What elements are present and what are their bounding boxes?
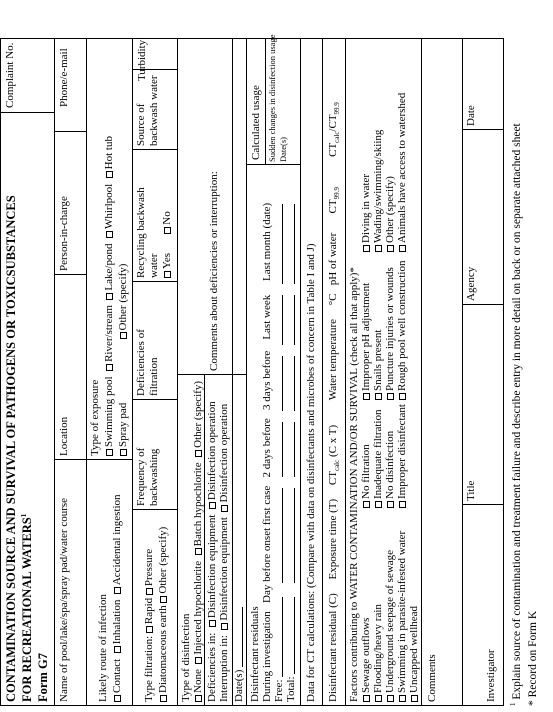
checkbox[interactable] [195, 657, 202, 664]
residual-c-label: Disinfectant residual (C) [327, 593, 339, 702]
investigator-row [463, 39, 503, 705]
total-blank[interactable] [285, 422, 295, 477]
disinfection-injected: Injected hypochlorite [192, 560, 204, 655]
factor-item: Improper disinfectant [396, 404, 408, 508]
disinfection-other: Other (specify) [192, 380, 204, 448]
footnote-1: $^1$ Explain source of contamination and treatment failure and describe entry in more detail on back or on separate attached sheet [509, 123, 523, 706]
total-blank[interactable] [285, 204, 295, 284]
checkbox[interactable] [146, 626, 153, 633]
name-row [55, 39, 87, 705]
ct-values-row [323, 39, 346, 705]
filtration-line-1 [143, 549, 156, 702]
checkbox[interactable] [114, 587, 121, 594]
filtration-line-2 [157, 527, 170, 702]
residuals-label: Disinfectant residuals [249, 606, 261, 702]
checkbox[interactable] [387, 501, 394, 508]
checkbox[interactable] [375, 695, 382, 702]
residuals-header [261, 203, 274, 702]
factor-item: Wading/swimming/skiing [372, 93, 384, 252]
factor-item: Rough pool well construction [396, 261, 408, 400]
comments-cont-cell [233, 39, 246, 375]
total-blank[interactable] [285, 295, 295, 345]
phone-cell[interactable] [55, 39, 86, 132]
phone-label: Phone/e-mail [58, 48, 70, 107]
total-line [285, 204, 298, 702]
ct-data-row [301, 39, 323, 705]
name-cell[interactable] [55, 460, 86, 705]
two-days-before: 2 days before [261, 418, 273, 478]
checkbox[interactable] [363, 501, 370, 508]
factors-col-1 [360, 531, 420, 702]
route-label: Likely route of infection [97, 594, 109, 702]
exposure-swimming-pool: Swimming pool [103, 376, 115, 447]
free-blank[interactable] [273, 422, 283, 477]
frequency-label-1: Frequency of [135, 447, 147, 506]
title-cell [1, 113, 54, 705]
person-cell[interactable] [55, 132, 86, 275]
factor-item: No filtration [360, 404, 372, 508]
total-blank[interactable] [285, 597, 295, 674]
checkbox[interactable] [164, 227, 171, 234]
last-month: Last month (date) [261, 202, 273, 282]
factor-item: Snails present [372, 261, 384, 400]
ct-values-line [327, 102, 341, 702]
deficiencies-in-label: Deficiencies in: [206, 632, 218, 702]
sudden-changes-label: Sudden changes in disinfection usage [267, 34, 277, 162]
recycling-label-1: Recycling backwash [135, 187, 147, 278]
calculated-usage-label: Calculated usage [250, 85, 262, 160]
filtration-other: Other (specify) [157, 526, 169, 594]
filtration-rapid: Rapid [143, 597, 155, 625]
recycling-options [161, 211, 174, 278]
checkbox[interactable] [375, 393, 382, 400]
checkbox[interactable] [209, 620, 216, 627]
checkbox[interactable] [363, 245, 370, 252]
investigator-cell[interactable] [463, 505, 503, 705]
free-label: Free: [273, 679, 285, 702]
factors-col-4 [360, 93, 408, 252]
exposure-options-2 [117, 264, 130, 456]
checkbox[interactable] [363, 393, 370, 400]
factor-item: No disinfection [384, 404, 396, 508]
free-blank[interactable] [273, 204, 283, 284]
factor-item: Inadequate filtration [372, 404, 384, 508]
title-line-1: CONTAMINATION SOURCE AND SURVIVAL OF PATHOGENS OR TOXICSUBSTANCES [4, 195, 18, 702]
checkbox[interactable] [221, 623, 228, 630]
location-cell[interactable] [55, 275, 86, 460]
factors-col-2 [360, 404, 408, 508]
disinfection-none: None [192, 669, 204, 693]
dates-subrow [233, 39, 247, 705]
usage-cell [247, 34, 300, 165]
recycling-no: No [161, 211, 173, 225]
checkbox[interactable] [387, 393, 394, 400]
factor-item: Underground seepage of sewage [384, 531, 396, 702]
route-cell [87, 460, 132, 705]
checkbox[interactable] [120, 449, 127, 456]
checkbox[interactable] [106, 171, 113, 178]
total-blank[interactable] [285, 488, 295, 583]
checkbox[interactable] [160, 596, 167, 603]
disinfection-type-label: Type of disinfection [180, 613, 192, 702]
during-investigation: During investigation [261, 611, 273, 702]
recycling-yes: Yes [161, 252, 173, 269]
dates-line [233, 607, 246, 702]
name-label: Name of pool/lake/spa/spray pad/water course [58, 497, 70, 702]
person-label: Person-in-charge [58, 196, 70, 271]
frequency-label-2: backwashing [148, 448, 160, 506]
source-label-2: backwash water [148, 75, 160, 146]
deficiency-filtration-cell[interactable] [133, 282, 177, 400]
filtration-label: Type filtration: [143, 635, 155, 702]
disinfection-type-options [192, 381, 205, 702]
exposure-time-label: Exposure time (T) [327, 498, 339, 580]
total-blank[interactable] [285, 356, 295, 411]
exposure-lake: Lake/pond [103, 243, 115, 291]
divider [265, 39, 266, 164]
comments-row[interactable] [422, 39, 463, 705]
route-options [111, 494, 124, 702]
turbidity-cell[interactable] [133, 39, 177, 81]
form-id: Form G7 [36, 653, 50, 702]
interruption-equipment: Disinfection equipment [218, 517, 230, 621]
exposure-options-1 [103, 136, 116, 456]
source-cell[interactable] [133, 70, 177, 150]
filtration-row [133, 39, 178, 705]
checkbox[interactable] [221, 505, 228, 512]
last-week: Last week [261, 294, 273, 340]
route-contact: Contact [111, 658, 123, 693]
location-label: Location [58, 416, 70, 456]
checkbox[interactable] [114, 646, 121, 653]
checkbox[interactable] [120, 332, 127, 339]
dates-cell[interactable] [233, 375, 246, 705]
factors-col-3 [360, 261, 408, 400]
ct-ratio-label: $CT_{calc}/CT_{99.9}$ [327, 102, 342, 157]
checkbox[interactable] [114, 695, 121, 702]
factor-item: Uncapped wellhead [408, 531, 420, 702]
deficiencies-in-line [206, 401, 219, 702]
filtration-cell [133, 510, 177, 705]
exposure-other: Other (specify) [117, 263, 129, 331]
disinfection-batch: Batch hypochlorite [192, 462, 204, 547]
checkbox[interactable] [209, 502, 216, 509]
checkbox[interactable] [411, 695, 418, 702]
frequency-cell[interactable] [133, 400, 177, 510]
checkbox[interactable] [387, 695, 394, 702]
date-label: Date [465, 105, 477, 126]
complaint-label: Complaint No. [4, 42, 16, 108]
checkbox[interactable] [195, 548, 202, 555]
checkbox[interactable] [106, 449, 113, 456]
factor-item: Swimming in parasite-infested water [396, 531, 408, 702]
title-line-2: FOR RECREATIONAL WATERS$^1$ [20, 513, 35, 702]
form-g7 [0, 34, 504, 706]
exposure-hot-tub: Hot tub [103, 136, 115, 170]
exposure-spray-pad: Spray pad [117, 402, 129, 447]
residuals-row [247, 34, 301, 705]
factor-item: Other (specify) [384, 93, 396, 252]
free-blank[interactable] [273, 295, 283, 345]
comments-label: Comments [426, 654, 438, 702]
three-days-before: 3 days before [261, 350, 273, 410]
disinfection-cell [178, 375, 232, 705]
checkbox[interactable] [195, 695, 202, 702]
comments-deficiencies-cell[interactable] [178, 39, 232, 375]
exposure-cell [87, 39, 132, 460]
total-label: Total: [285, 676, 297, 702]
free-line [273, 204, 286, 702]
filtration-diatomaceous: Diatomaceous earth [157, 605, 169, 693]
factors-label: Factors contributing to WATER CONTAMINATION AND/OR SURVIVAL (check all that apply)* [348, 267, 360, 702]
free-blank[interactable] [273, 597, 283, 677]
checkbox[interactable] [160, 695, 167, 702]
sudden-dates-label: Date(s) [278, 136, 288, 162]
checkbox[interactable] [375, 501, 382, 508]
agency-cell[interactable] [463, 130, 503, 305]
turbidity-label: Turbidity [136, 39, 148, 81]
filtration-pressure: Pressure [143, 548, 155, 587]
ph-label: pH of water [327, 232, 339, 286]
date-cell[interactable] [463, 39, 503, 130]
recycling-label-2: water [148, 253, 160, 278]
route-ingestion: Accidental ingestion [111, 494, 123, 586]
factors-row [346, 39, 422, 705]
recycling-cell [133, 150, 177, 282]
water-temp-label: Water temperature [327, 319, 339, 401]
disinfection-row [178, 39, 233, 705]
checkbox[interactable] [375, 245, 382, 252]
free-blank[interactable] [273, 488, 283, 583]
divider [204, 375, 205, 705]
comments-deficiencies-label: Comments about deficiencies or interruption: [208, 171, 220, 371]
day-before-onset: Day before onset first case [261, 485, 273, 603]
exposure-whirlpool: Whirlpool [103, 183, 115, 230]
ct-999-label: $CT_{99.9}$ [327, 187, 342, 214]
agency-label: Agency [465, 266, 477, 301]
dates-blank[interactable] [233, 607, 243, 667]
checkbox[interactable] [106, 364, 113, 371]
interruption-operation: Disinfection operation [218, 403, 230, 503]
checkbox[interactable] [399, 501, 406, 508]
infection-row [87, 39, 133, 705]
title-label: Title [465, 480, 477, 501]
deficiency-equipment: Disinfection equipment [206, 514, 218, 619]
dates-label: Date(s) [233, 669, 245, 702]
checkbox[interactable] [146, 588, 153, 595]
investigator-label: Investigator [485, 649, 497, 702]
exposure-river: River/stream [103, 305, 115, 362]
deg-c-label: °C [327, 293, 339, 306]
checkbox[interactable] [363, 695, 370, 702]
checkbox[interactable] [387, 245, 394, 252]
header-row [1, 39, 55, 705]
factor-item: Flooding/heavy rain [372, 531, 384, 702]
checkbox[interactable] [106, 293, 113, 300]
residuals-cell [247, 165, 300, 705]
route-inhalation: Inhalation [111, 599, 123, 645]
factor-item: Puncture injuries or wounds [384, 261, 396, 400]
deficiencies-label-1: Deficiencies of [135, 329, 147, 396]
factor-item: Animals have access to watershed [396, 93, 408, 252]
deficiency-operation: Disinfection operation [206, 401, 218, 501]
factor-item: Improper pH adjustment [360, 261, 372, 400]
checkbox[interactable] [164, 271, 171, 278]
factor-item: Sewage outflows [360, 531, 372, 702]
source-label-1: Source of [135, 103, 147, 146]
title-field-cell[interactable] [463, 305, 503, 505]
ct-data-label: Data for CT calculations: (Compare with data on disinfectants and microbes of concern in Table I and J) [305, 243, 317, 702]
checkbox[interactable] [106, 231, 113, 238]
interruption-in-line [218, 404, 231, 702]
checkbox[interactable] [399, 695, 406, 702]
checkbox[interactable] [399, 245, 406, 252]
ct-calc-label: $CT_{calc}$ (C x T) [327, 424, 342, 486]
exposure-label: Type of exposure [89, 379, 101, 456]
footnote-2: * Record on Form K [527, 610, 539, 706]
complaint-cell[interactable] [1, 39, 54, 113]
free-blank[interactable] [273, 356, 283, 411]
interruption-in-label: Interruption in: [218, 635, 230, 702]
deficiencies-label-2: filtration [148, 357, 160, 396]
factor-item: Diving in water [360, 93, 372, 252]
checkbox[interactable] [399, 393, 406, 400]
checkbox[interactable] [195, 450, 202, 457]
